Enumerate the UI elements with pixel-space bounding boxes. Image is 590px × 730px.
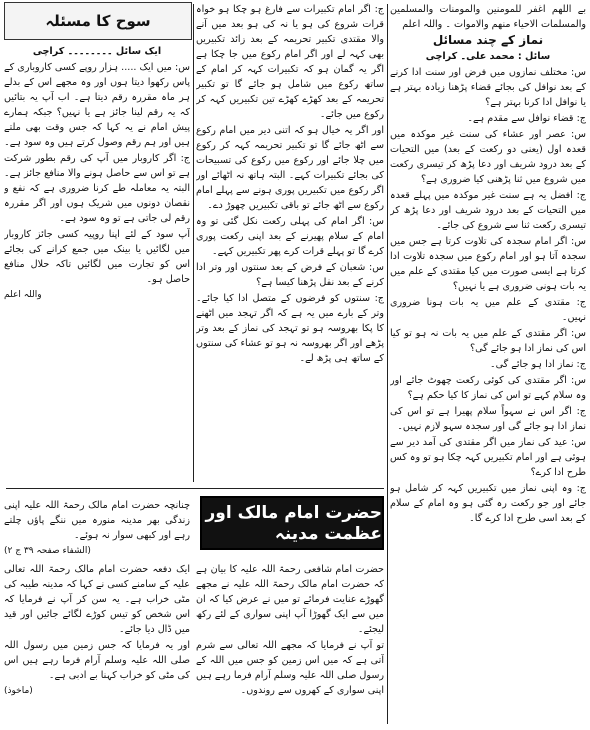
- question: س: اگر مقتدی کے علم میں یہ بات نہ ہو تو کیا اس کی نماز ادا ہو جائے گی؟: [390, 328, 586, 354]
- answer: ج: مقتدی کے علم میں یہ بات ہونا ضروری نہیں۔: [390, 297, 586, 323]
- paragraph: حضرت امام شافعی رحمۃ اللہ علیہ کا بیان ہے کہ حضرت امام مالک رحمۃ اللہ علیہ نے مجھے گھوڑے عنایت فرمائے تو میں نے عرض کیا کہ ان میں سے ایک گھوڑا آپ اپنی سواری کے لئے رکھ لیجئے۔: [196, 564, 384, 635]
- sign-off: واللہ اعلم: [4, 290, 42, 300]
- question: س: شعبان کے فرض کے بعد سنتوں اور وتر ادا کرنے کے بعد نفل پڑھنا کیسا ہے؟: [196, 262, 384, 288]
- column-divider: [193, 4, 194, 482]
- question: س: عید کی نماز میں اگر مقتدی کی آمد دیر سے ہوئی ہے اور امام تکبیریں کہہ چکا ہو تو وہ کس طرح ادا کرے؟: [390, 437, 586, 478]
- answer: ج: وہ اپنی نماز میں تکبیریں کہہ کر شامل ہو جائے اور جو رکعت رہ گئی ہو وہ امام کے سلام کے بعد اسی طرح ادا کرے گا۔: [390, 483, 586, 524]
- question: س: میں ایک ..... ہزار روپے کسی کاروباری کے پاس رکھوا دیتا ہوں اور وہ مجھے اس کے بدلے ہر ماہ مقررہ رقم دیتا ہے۔ اب آپ یہ بتائیں کہ یہ رقم لینا جائز ہے یا نہیں؟ جبکہ ہمارے پیش امام نے یہ کہا کہ جس وقت بھی ملتے ہیں اور ہم رقم وصول کرتے ہیں وہ سود ہے۔: [4, 62, 190, 148]
- imam-malik-story-left: [4, 562, 190, 728]
- section-title: نماز کے چند مسائل: [432, 33, 544, 47]
- question: س: اگر امام سجدہ کی تلاوت کرتا ہے جس میں سجدہ آتا ہو اور امام رکوع میں سجدہ تلاوت ادا کرتا ہے ایسی صورت میں کیا مقتدی کے علم میں یہ بات ہونی ضروری ہے یا نہیں؟: [390, 236, 586, 292]
- answer: ج: اگر کاروبار میں آپ کی رقم بطور شرکت ہے تو اس سے حاصل ہونے والا منافع جائز ہے۔ البتہ یہ معاملہ طے کرنا ضروری ہے کہ نفع و نقصان دونوں میں شریک ہوں اور اگر مقررہ رقم لی جاتی ہے تو وہ سود ہے۔: [4, 153, 190, 224]
- interest-issue-heading: سوح کا مسئلہ: [4, 2, 192, 40]
- answer: ج: نماز ادا ہو جائے گی۔: [490, 359, 586, 370]
- answer: ج: قضاء نوافل سے مقدم ہے۔: [467, 113, 586, 124]
- answer: ج: سنتوں کو فرضوں کے متصل ادا کیا جائے۔ وتر کے بارے میں یہ ہے کہ اگر تہجد میں اٹھنے کا پکا بھروسہ ہو تو تہجد کی نماز کے بعد وتر پڑھے اور اگر بھروسہ نہ ہو تو عشاء کی سنتوں کے ساتھ ہی پڑھ لے۔: [196, 293, 384, 364]
- section-divider: [6, 488, 384, 489]
- answer: ج: افضل یہ ہے سنت غیر موکدہ میں پہلے قعدہ میں التحیات کے بعد درود شریف اور دعا پڑھ کر تیسری رکعت ثنا سے شروع کی جائے۔: [390, 190, 586, 231]
- reference: (الشفاء صفحہ ۳۹ ج ۲): [4, 546, 91, 556]
- paragraph: س: اگر امام کی پہلی رکعت نکل گئی تو وہ امام کے سلام پھیرنے کے بعد اپنی رکعت پوری کرے گا تو پہلے قرات کرے پھر تکبیریں کہے۔: [196, 216, 384, 257]
- asker-line: ایک سائل ۔۔۔۔۔۔۔۔ کراچی: [32, 46, 162, 57]
- closing-dua: بے اللھم اغفر للمومنین والمومنات والمسلمین والمسلمات الاحیاء منھم والاموات ۔ واللہ اعلم: [390, 4, 586, 30]
- question: س: عصر اور عشاء کی سنت غیر موکدہ میں قعدہ اول (یعنی دو رکعت کے بعد) میں التحیات کے بعد درود شریف اور دعا پڑھ کر تیسری رکعت میں شروع میں ثنا پڑھنی کیا ضروری ہے؟: [390, 129, 586, 185]
- paragraph: ایک دفعہ حضرت امام مالک رحمۃ اللہ تعالی علیہ کے سامنے کسی نے کہا کہ مدینہ طیبہ کی مٹی خراب ہے۔ یہ سن کر آپ نے فرمایا کہ اس شخص کو تیس کوڑے لگائے جائیں اور قید میں ڈال دیا جائے۔: [4, 564, 190, 635]
- interest-issue-column: [4, 44, 190, 484]
- paragraph: اور اگر یہ خیال ہو کہ اتنی دیر میں امام رکوع سے اٹھ جائے گا تو تکبیر تحریمہ کہہ کر رکوع میں چلا جائے اور رکوع میں رکوع کی تسبیحات کی بجائے تکبیرات کہے۔ البتہ ہاتھ نہ اٹھائے اور اگر رکوع میں تکبیریں پوری ہونے سے پہلے امام رکوع سے اٹھ جائے تو باقی تکبیریں چھوڑ دے۔: [196, 125, 384, 211]
- answer: ج: اگر اس نے سہواً سلام پھیرا ہے تو اس کی نماز ادا ہو جائے گی اور سجدہ سہو لازم نہیں۔: [390, 406, 586, 432]
- article-banner: حضرت امام مالک اور عظمت مدینہ: [200, 496, 384, 550]
- source-note: (ماخوذ): [4, 686, 33, 696]
- imam-malik-intro: [4, 498, 190, 560]
- paragraph: اور یہ فرمایا کہ جس زمین میں رسول اللہ صلی اللہ علیہ وسلم آرام فرما رہے ہیں اس کی مٹی کو خراب کہنا بے ادبی ہے۔: [4, 640, 190, 681]
- question: س: مختلف نمازوں میں فرض اور سنت ادا کرنے کے بعد نوافل کی بجائے قضاء پڑھنا زیادہ بہتر ہے یا نوافل ادا کرنا بہتر ہے؟: [390, 67, 586, 108]
- paragraph: ج: اگر امام تکبیرات سے فارغ ہو چکا ہو خواہ قرات شروع کی ہو یا نہ کی ہو بعد میں آنے والا مقتدی تکبیر تحریمہ کے بعد زائد تکبیریں بھی کہہ لے اور اگر امام رکوع میں جا چکا ہے اگر یہ گمان ہو کہ تکبیرات کہہ کر امام کے ساتھ رکوع میں شامل ہو جائے گا تو تکبیر تحریمہ کے بعد کھڑے کھڑے تین تکبیریں کہہ کر رکوع میں جائے۔: [196, 4, 384, 120]
- paragraph: تو آپ نے فرمایا کہ مجھے اللہ تعالی سے شرم آتی ہے کہ میں اس زمین کو جس میں اللہ کے رسول صلی اللہ علیہ وسلم آرام فرما رہے ہیں اپنی سواری کے کھروں سے روندوں۔: [196, 640, 384, 696]
- paragraph: چنانچہ حضرت امام مالک رحمۃ اللہ علیہ اپنی زندگی بھر مدینہ منورہ میں ننگے پاؤں چلتے رہے اور کبھی سوار نہ ہوئے۔: [4, 500, 190, 541]
- imam-malik-story-right: [196, 562, 384, 728]
- eid-prayer-column: [196, 2, 384, 486]
- column-divider: [387, 4, 388, 724]
- paragraph: آپ سود کے لئے اپنا روپیہ کسی جائز کاروبار میں لگائیں یا بینک میں جمع کرانے کی بجائے اس کو تجارت میں لگائیں تاکہ حلال منافع حاصل ہو۔: [4, 229, 190, 285]
- question: س: اگر مقتدی کی کوئی رکعت چھوٹ جائے اور وہ سلام کہے تو اس کی نماز کا کیا حکم ہے؟: [390, 375, 586, 401]
- prayer-issues-column: [390, 2, 586, 728]
- asker-line: سائل : محمد علی۔ کراچی: [425, 51, 551, 62]
